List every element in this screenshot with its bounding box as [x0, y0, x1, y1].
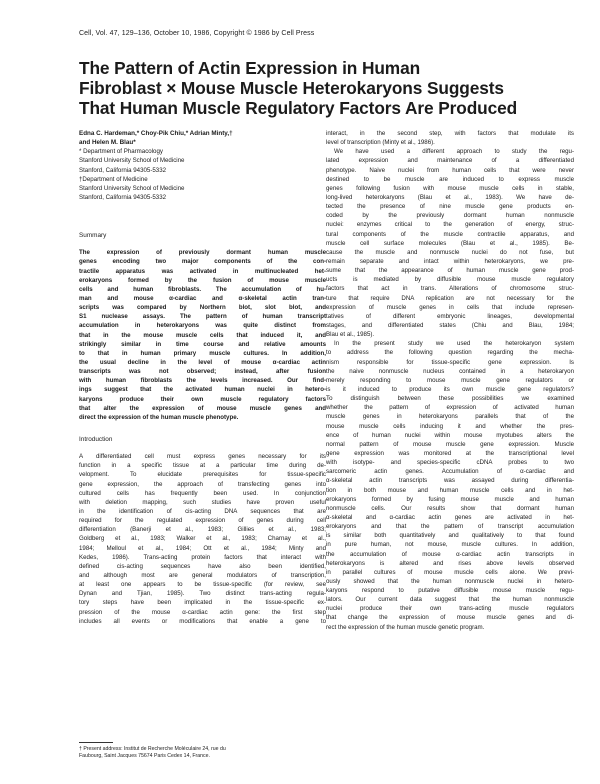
- journal-citation: Cell, Vol. 47, 129–136, October 10, 1986, Copyright © 1986 by Cell Press: [79, 30, 315, 37]
- intro-line: and although most are general modulators of transcription,: [79, 571, 326, 579]
- summary-line: to that in human primary muscle cultures. In addition,: [79, 349, 326, 357]
- summary-text: [79, 248, 326, 422]
- author-list: [79, 129, 326, 147]
- body-line: expression of muscle genes in cells that include represen-: [326, 303, 574, 311]
- summary-line: cells and human fibroblasts. The accumulation of hu-: [79, 285, 326, 293]
- body-line: sarcomeric actin genes. Accumulation of α-cardiac and: [326, 468, 574, 476]
- summary-line: that in the mouse muscle cells that induced it, and: [79, 331, 326, 339]
- body-line: tural components of the muscle contractile apparatus, and: [326, 230, 574, 238]
- body-line: interact, in the second step, with factors that modulate its: [326, 130, 574, 137]
- summary-line: the usual decline in the level of mouse α-cardiac actin: [79, 359, 326, 366]
- body-line: whether the pattern of expression of activated human: [326, 404, 574, 412]
- intro-line: with deletion mapping, such studies have proven useful: [79, 498, 326, 506]
- introduction-heading: Introduction: [79, 436, 113, 443]
- intro-line: A differentiated cell must express genes necessary for its: [79, 453, 326, 461]
- affiliations: [79, 147, 326, 202]
- body-line: coded by the previously dormant human nonmuscle: [326, 212, 574, 220]
- body-line: lated expression and maintenance of a differentiated: [326, 157, 574, 165]
- intro-line: defined cis-acting sequences have also been identified,: [79, 562, 326, 570]
- intro-line: in the identification of cis-acting DNA sequences that are: [79, 508, 326, 515]
- paragraph: [326, 147, 574, 339]
- body-line: karyons respond to putative diffusible mouse muscle regu-: [326, 587, 574, 595]
- body-line: with isotype- and species-specific cDNA probes to two: [326, 459, 574, 467]
- intro-line: tory steps have been implicated in the tissue-specific ex-: [79, 599, 326, 607]
- article-title: [79, 58, 549, 118]
- body-line: In the present study we used the heterokaryon system: [334, 340, 574, 348]
- body-line: in parallel cultures of mouse muscle cells alone. We previ-: [326, 568, 574, 576]
- affiliation-line: †Department of Medicine: [79, 175, 148, 183]
- body-line: long-lived heterokaryons (Blau et al., 1983). We have de-: [326, 194, 574, 201]
- intro-line: pression of the mouse α-cardiac actin gene: the first step: [79, 608, 326, 616]
- summary-line: ings suggest that the activated human nuclei in hetero-: [79, 386, 326, 394]
- summary-line: direct the expression of the human muscle phenotype.: [79, 413, 239, 421]
- summary-line: with human fibroblasts the levels increased. Our find-: [79, 377, 326, 385]
- body-line: cause the muscle and nonmuscle nuclei do not fuse, but: [326, 248, 574, 256]
- summary-line: genes encoding two major components of the con-: [79, 258, 326, 266]
- summary-line: S1 nuclease assays. The pattern of human transcript: [79, 313, 326, 321]
- body-line: tatives of different embryonic lineages, developmental: [326, 312, 574, 320]
- body-line: To distinguish between these possibilities we examined: [326, 395, 574, 403]
- body-line: nonmuscle cells. Our results show that dormant human: [326, 504, 574, 512]
- body-line: nism responsible for tissue-specific gene expression. Is: [326, 358, 574, 366]
- summary-line: scripts was compared by Northern blot, slot blot, and: [79, 304, 326, 312]
- intro-line: includes all events or modifications that enable a gene to: [79, 617, 326, 625]
- body-line: sume that the appearance of human muscle gene prod-: [326, 267, 574, 275]
- summary-line: man and mouse α-cardiac and α-skeletal actin tran-: [79, 295, 326, 303]
- author-line: Edna C. Hardeman,* Choy-Pik Chiu,* Adrian Minty,†: [79, 130, 233, 137]
- body-line: erokaryons and that the pattern of transcript accumulation: [326, 523, 574, 531]
- body-line: destined to be muscle are induced to express muscle: [326, 175, 574, 183]
- body-line: α-skeletal and α-cardiac actin genes are activated in het-: [326, 513, 574, 521]
- title-line: The Pattern of Actin Expression in Human: [79, 58, 421, 78]
- intro-line: Goldberg et al., 1983; Walker et al., 1983; Charnay et al.,: [79, 535, 326, 543]
- footnote-rule: [79, 742, 113, 743]
- body-line: is it induced to produce its own muscle gene regulators?: [326, 385, 574, 393]
- intro-line: Kedes, 1986). Trans-acting protein factors that interact with: [79, 553, 326, 561]
- body-line: tected the presence of nine muscle gene products en-: [326, 203, 574, 211]
- body-line: the accumulation of mouse α-cardiac actin transcripts in: [326, 550, 574, 558]
- summary-line: transcripts was not observed; instead, after fusion: [79, 368, 326, 376]
- body-line: heterokaryons is altered and rises above levels observed: [326, 559, 574, 567]
- body-line: that change the expression of mouse muscle genes and di-: [326, 614, 574, 622]
- intro-line: Dynan and Tjian, 1985). Two distinct trans-acting regula-: [79, 590, 326, 598]
- body-line: mouse muscle cells inducing it and whether the pres-: [326, 422, 574, 430]
- body-line: gene expression was monitored at the transcriptional level: [326, 449, 574, 457]
- body-line: level of transcription (Minty et al., 1986).: [326, 139, 435, 147]
- body-line: muscle genes in heterokaryons parallels that of the: [326, 413, 574, 421]
- summary-heading: Summary: [79, 232, 107, 240]
- body-line: ture that require DNA replication are not necessary for the: [326, 294, 574, 302]
- body-line: lators. Our current data suggest that the human nonmuscle: [326, 596, 574, 604]
- body-line: We have used a different approach to study the regu-: [334, 148, 574, 156]
- summary-line: karyons produce their own muscle regulatory factors: [79, 395, 326, 403]
- body-line: remain separate and intact within heterokaryons, we pre-: [326, 257, 574, 265]
- intro-line: differentiation (Banerji et al., 1983; Gillies et al., 1983;: [79, 526, 326, 534]
- body-line: α-skeletal actin transcripts was assayed during differentia-: [326, 477, 574, 485]
- summary-line: The expression of previously dormant human muscle: [79, 249, 326, 257]
- introduction-text: [79, 452, 326, 626]
- body-line: in pure human, not mouse, muscle cultures. In addition,: [326, 541, 574, 549]
- body-line: factors that act in trans. Alterations of chromosome struc-: [326, 285, 574, 293]
- body-line: normal pattern of mouse muscle gene expression. Muscle: [326, 440, 574, 448]
- body-line: the naive nonmuscle nucleus contained in a heterokaryon: [326, 367, 574, 375]
- summary-line: tractile apparatus was activated in multinucleated het-: [79, 267, 326, 275]
- intro-line: velopment. To elucidate prerequisites for tissue-specific: [79, 471, 326, 479]
- intro-line: function in a specific tissue at a particular time during de-: [79, 462, 326, 470]
- affiliation-line: Stanford, California 94305-5332: [79, 166, 167, 174]
- intro-line: gene expression, the approach of transfecting genes into: [79, 480, 326, 488]
- footnote-line: † Present address: Institut de Recherche Moléculaire 24, rue du: [79, 746, 226, 752]
- body-line: to address the following question regarding the mecha-: [326, 349, 574, 357]
- left-column: [79, 129, 326, 626]
- body-line: nuclei produce their own trans-acting muscle regulators: [326, 605, 574, 613]
- affiliation-line: Stanford University School of Medicine: [79, 184, 185, 192]
- summary-line: that alter the expression of mouse muscle genes and: [79, 404, 326, 412]
- title-line: Fibroblast × Mouse Muscle Heterokaryons Suggests: [79, 78, 504, 98]
- paragraph: [326, 129, 574, 147]
- summary-line: accumulation in heterokaryons was quite distinct from: [79, 322, 326, 330]
- body-line: erokaryons formed by fusing mouse muscle and human: [326, 495, 574, 503]
- body-line: is similar both quantitatively and qualitatively to that found: [326, 532, 574, 540]
- body-line: ously showed that the human nonmuscle nuclei in hetero-: [326, 577, 574, 585]
- author-line: and Helen M. Blau*: [79, 139, 136, 147]
- intro-line: at least one appears to be tissue-specific (for review, see: [79, 581, 326, 589]
- body-line: nuclei: enzymes critical to the generation of energy, struc-: [326, 221, 574, 229]
- body-line: stages, and differentiated states (Chiu and Blau, 1984;: [326, 321, 574, 329]
- footnote-line: Faubourg, Saint Jacques 75674 Paris Cedex 14, France.: [79, 753, 210, 759]
- body-line: Blau et al., 1985).: [326, 331, 375, 339]
- title-line: That Human Muscle Regulatory Factors Are Produced: [79, 98, 518, 118]
- body-line: muscle cell surface molecules (Blau et al., 1985). Be-: [326, 239, 574, 247]
- paragraph: [326, 339, 574, 632]
- affiliation-line: Stanford University School of Medicine: [79, 157, 185, 165]
- body-line: ence of human nuclei within mouse myotubes alters the: [326, 431, 574, 439]
- right-column: [326, 129, 574, 632]
- intro-line: cultured cells has frequently been used. In conjunction: [79, 489, 326, 497]
- summary-line: strikingly similar in time course and relative amounts: [79, 340, 326, 348]
- body-line: merely responding to mouse muscle gene regulators or: [326, 376, 574, 384]
- footnote: [79, 746, 326, 760]
- affiliation-line: * Department of Pharmacology: [79, 148, 163, 156]
- body-line: phenotype. Naive nuclei from human cells that were never: [326, 166, 574, 174]
- intro-line: required for the regulated expression of genes during cell: [79, 517, 326, 525]
- body-line: ucts is mediated by diffusible mouse muscle regulatory: [326, 276, 574, 284]
- body-line: genes following fusion with mouse muscle cells in stable,: [326, 184, 574, 192]
- body-line: tion in both mouse and human muscle cells and in het-: [326, 486, 574, 494]
- intro-line: 1984; Melloul et al., 1984; Ott et al., 1984; Minty and: [79, 544, 326, 552]
- affiliation-line: Stanford, California 94305-5332: [79, 194, 167, 202]
- summary-line: erokaryons formed by the fusion of mouse muscle: [79, 276, 326, 284]
- body-line: rect the expression of the human muscle genetic program.: [326, 623, 485, 631]
